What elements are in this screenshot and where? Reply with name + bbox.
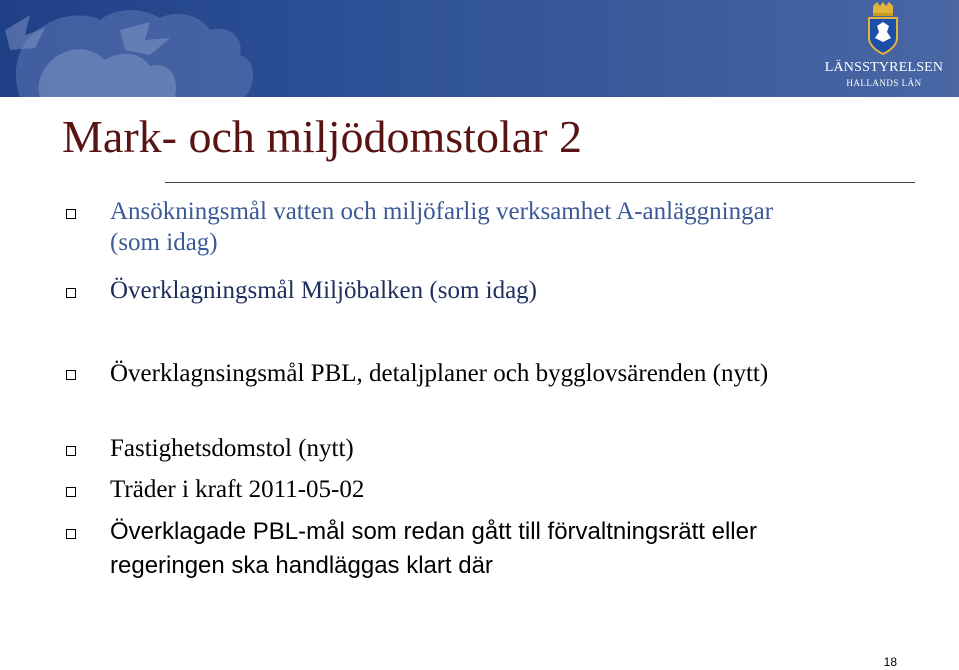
- bullet-square-icon: [66, 288, 76, 298]
- bullet-square-icon: [66, 446, 76, 456]
- bullet-square-icon: [66, 529, 76, 539]
- lion-emblem-icon: [0, 0, 260, 97]
- logo-name: LÄNSSTYRELSEN: [824, 60, 944, 75]
- lansstyrelsen-logo: [819, 0, 949, 97]
- bullet-square-icon: [66, 487, 76, 497]
- bullet-square-icon: [66, 209, 76, 219]
- bullet-square-icon: [66, 370, 76, 380]
- bullet-text: Överklagningsmål Miljöbalken (som idag): [110, 277, 538, 304]
- coat-of-arms-icon: [865, 2, 901, 56]
- bullet-text: Ansökningsmål vatten och miljöfarlig verksamhet A-anläggningar (som idag): [110, 198, 774, 256]
- title-divider: [165, 182, 915, 183]
- header-banner: [0, 0, 959, 97]
- bullet-text: Överklagnsingsmål PBL, detaljplaner och bygglovsärenden (nytt): [110, 360, 769, 387]
- slide-title: Mark- och miljödomstolar 2: [62, 111, 582, 162]
- page-number: 18: [883, 655, 897, 669]
- bullet-text: Överklagade PBL-mål som redan gått till förvaltningsrätt eller regeringen ska handläggas klart där: [110, 518, 757, 579]
- bullet-text: Fastighetsdomstol (nytt): [110, 435, 354, 462]
- logo-subtitle: HALLANDS LÄN: [846, 78, 922, 88]
- bullet-text: Träder i kraft 2011-05-02: [110, 476, 365, 503]
